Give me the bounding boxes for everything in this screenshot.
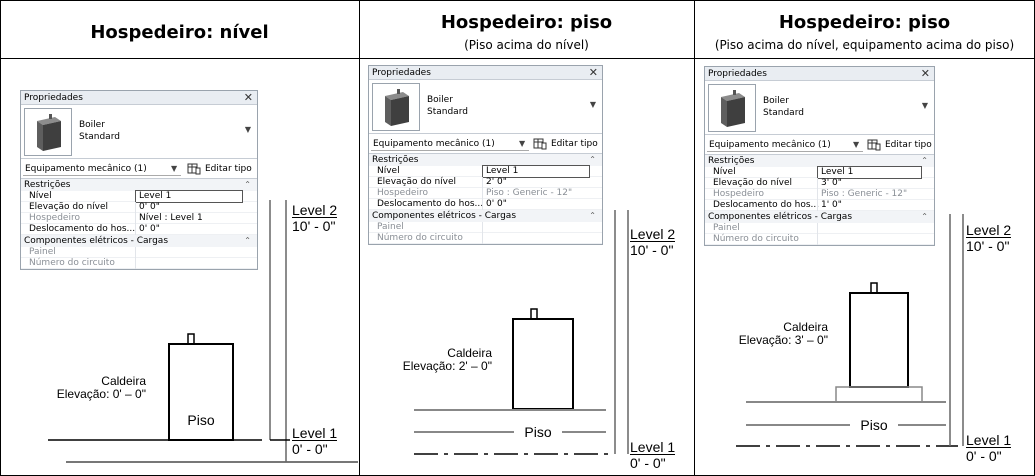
property-value: [817, 223, 922, 234]
type-family: Boiler: [427, 95, 453, 105]
element-filter-value: Equipamento mecânico (1): [709, 140, 831, 150]
close-icon[interactable]: ✕: [243, 91, 253, 104]
property-value: Piso : Generic - 12": [482, 188, 590, 199]
edit-type-button[interactable]: [187, 162, 252, 176]
level2-marker: [630, 227, 675, 257]
level-elevation: 0' - 0": [292, 440, 337, 456]
property-label: Elevação do nível: [377, 177, 457, 187]
property-row[interactable]: [705, 200, 934, 211]
palette-titlebar[interactable]: [369, 66, 602, 80]
edit-type-button[interactable]: [867, 138, 932, 152]
chevron-up-icon[interactable]: ⌃: [589, 211, 596, 220]
property-label: Painel: [29, 247, 56, 257]
chevron-down-icon[interactable]: ▼: [921, 101, 928, 110]
property-row[interactable]: [369, 166, 602, 177]
property-value[interactable]: 0' 0": [135, 224, 243, 235]
palette-titlebar[interactable]: [21, 91, 257, 105]
property-row: [369, 188, 602, 199]
property-label: Número do circuito: [713, 234, 799, 244]
boiler-label: Caldeira: [447, 346, 492, 360]
boiler-thumbnail-icon: [708, 84, 756, 132]
edit-type-icon: [187, 163, 201, 175]
property-label: Nível: [377, 166, 400, 176]
element-filter-dropdown[interactable]: [371, 137, 529, 151]
property-label: Hospedeiro: [713, 189, 764, 199]
property-value-input[interactable]: Level 1: [817, 166, 922, 179]
level-elevation: 10' - 0": [630, 242, 674, 258]
property-value-input[interactable]: Level 1: [135, 190, 243, 203]
type-name: [427, 94, 468, 118]
property-value: [482, 222, 590, 233]
property-value[interactable]: 0' 0": [482, 199, 590, 210]
type-family: Boiler: [763, 96, 789, 106]
column-title: Hospedeiro: piso: [778, 12, 951, 33]
property-label: Hospedeiro: [377, 188, 428, 198]
properties-palette-2: [368, 65, 603, 245]
property-value[interactable]: 3' 0": [817, 178, 922, 189]
chevron-down-icon[interactable]: ▼: [519, 139, 526, 148]
properties-palette-3: [704, 66, 935, 246]
selection-row: [21, 159, 257, 179]
property-row: [705, 189, 934, 200]
property-row[interactable]: [369, 177, 602, 188]
chevron-down-icon[interactable]: ▼: [853, 140, 860, 149]
property-label: Painel: [377, 222, 404, 232]
header-divider: [0, 58, 1035, 59]
level-elevation: 10' - 0": [292, 218, 336, 234]
property-value[interactable]: 1' 0": [817, 200, 922, 211]
column-title: Hospedeiro: piso: [440, 12, 613, 33]
property-label: Hospedeiro: [29, 213, 80, 223]
boiler-thumbnail-icon: [372, 83, 420, 131]
type-name: [763, 95, 804, 119]
chevron-down-icon[interactable]: ▼: [244, 125, 251, 134]
property-row[interactable]: [21, 191, 257, 202]
property-value[interactable]: 2' 0": [482, 177, 590, 188]
property-row[interactable]: [705, 178, 934, 189]
boiler-annotation: [716, 321, 828, 347]
palette-title: Propriedades: [708, 69, 767, 79]
palette-titlebar[interactable]: [705, 67, 934, 81]
floor-label: Piso: [187, 412, 215, 428]
level2-marker: [292, 203, 337, 233]
type-name-value: Standard: [763, 108, 804, 118]
property-label: Nível: [713, 167, 736, 177]
property-label: Deslocamento do hos...: [713, 200, 820, 210]
boiler-elevation: Elevação: 2' – 0": [402, 359, 492, 373]
properties-palette-1: [20, 90, 258, 270]
edit-type-button[interactable]: [533, 137, 598, 151]
level-name: Level 2: [630, 226, 676, 242]
floor-label: Piso: [860, 417, 888, 433]
level-name: Level 1: [630, 439, 676, 455]
type-name-value: Standard: [427, 107, 468, 117]
level-name: Level 2: [292, 202, 338, 218]
level1-marker: [630, 440, 675, 470]
palette-title: Propriedades: [24, 93, 83, 103]
property-value-input[interactable]: Level 1: [482, 165, 590, 178]
section-title: Restrições: [24, 180, 71, 190]
property-row: [705, 234, 934, 245]
column-header-3: [694, 12, 1035, 52]
property-label: Painel: [713, 223, 740, 233]
chevron-up-icon[interactable]: ⌃: [921, 212, 928, 221]
property-label: Número do circuito: [29, 258, 115, 268]
section-title: Componentes elétricos - Cargas: [708, 212, 853, 222]
column-divider-1: [359, 0, 360, 476]
element-filter-dropdown[interactable]: [23, 162, 181, 176]
palette-title: Propriedades: [372, 68, 431, 78]
property-row[interactable]: [705, 167, 934, 178]
property-row: [369, 222, 602, 233]
element-filter-value: Equipamento mecânico (1): [25, 164, 147, 174]
section-title: Componentes elétricos - Cargas: [24, 236, 169, 246]
close-icon[interactable]: ✕: [588, 66, 598, 79]
property-label: Deslocamento do hos...: [29, 224, 136, 234]
section-electrical[interactable]: [21, 235, 257, 247]
property-value: Nível : Level 1: [135, 213, 243, 224]
property-row: [21, 247, 257, 258]
boiler-annotation: [380, 347, 492, 373]
edit-type-label: Editar tipo: [205, 164, 252, 174]
level-name: Level 2: [966, 222, 1012, 238]
level-elevation: 10' - 0": [966, 238, 1010, 254]
property-label: Deslocamento do hos...: [377, 199, 484, 209]
chevron-up-icon[interactable]: ⌃: [244, 180, 251, 189]
edit-type-label: Editar tipo: [551, 139, 598, 149]
type-selector[interactable]: [369, 80, 602, 134]
element-filter-value: Equipamento mecânico (1): [373, 139, 495, 149]
level-name: Level 1: [292, 425, 338, 441]
property-row[interactable]: [21, 202, 257, 213]
column-subtitle: (Piso acima do nível): [464, 38, 589, 52]
edit-type-icon: [867, 139, 881, 151]
column-header-1: [0, 22, 359, 43]
close-icon[interactable]: ✕: [920, 67, 930, 80]
chevron-up-icon[interactable]: ⌃: [244, 236, 251, 245]
property-value: [817, 234, 922, 245]
level1-marker: [292, 426, 337, 456]
property-value: Piso : Generic - 12": [817, 189, 922, 200]
selection-row: [705, 135, 934, 155]
type-family: Boiler: [79, 120, 105, 130]
property-value: [482, 233, 590, 244]
floor-label: Piso: [524, 424, 552, 440]
boiler-annotation: [30, 375, 146, 401]
chevron-down-icon[interactable]: ▼: [589, 100, 596, 109]
property-row: [21, 258, 257, 269]
property-label: Elevação do nível: [713, 178, 793, 188]
edit-type-label: Editar tipo: [885, 140, 932, 150]
level2-marker: [966, 223, 1011, 253]
property-row[interactable]: [369, 199, 602, 210]
section-title: Restrições: [372, 155, 419, 165]
property-row: [705, 223, 934, 234]
boiler-label: Caldeira: [783, 320, 828, 334]
column-title: Hospedeiro: nível: [90, 22, 269, 43]
property-row: [21, 213, 257, 224]
boiler-thumbnail-icon: [24, 108, 72, 156]
type-name: [79, 119, 120, 143]
column-divider-2: [694, 0, 695, 476]
selection-row: [369, 134, 602, 154]
boiler-elevation: Elevação: 3' – 0": [738, 333, 828, 347]
chevron-up-icon[interactable]: ⌃: [589, 155, 596, 164]
column-subtitle: (Piso acima do nível, equipamento acima do piso): [714, 38, 1015, 52]
element-filter-dropdown[interactable]: [707, 138, 863, 152]
property-label: Elevação do nível: [29, 202, 109, 212]
type-selector[interactable]: [21, 105, 257, 159]
property-label: Nível: [29, 191, 52, 201]
section-electrical[interactable]: [705, 211, 934, 223]
type-selector[interactable]: [705, 81, 934, 135]
type-name-value: Standard: [79, 132, 120, 142]
level1-marker: [966, 433, 1011, 463]
level-elevation: 0' - 0": [630, 454, 675, 470]
property-value[interactable]: 0' 0": [135, 202, 243, 213]
boiler-label: Caldeira: [101, 374, 146, 388]
property-row: [369, 233, 602, 244]
level-elevation: 0' - 0": [966, 447, 1011, 463]
chevron-down-icon[interactable]: ▼: [171, 164, 178, 173]
section-title: Componentes elétricos - Cargas: [372, 211, 517, 221]
property-label: Número do circuito: [377, 233, 463, 243]
edit-type-icon: [533, 138, 547, 150]
chevron-up-icon[interactable]: ⌃: [921, 156, 928, 165]
property-row[interactable]: [21, 224, 257, 235]
boiler-elevation: Elevação: 0' – 0": [56, 387, 146, 401]
section-electrical[interactable]: [369, 210, 602, 222]
column-header-2: [359, 12, 694, 52]
section-title: Restrições: [708, 156, 755, 166]
level-name: Level 1: [966, 432, 1012, 448]
property-value: [135, 247, 243, 258]
property-value: [135, 258, 243, 269]
